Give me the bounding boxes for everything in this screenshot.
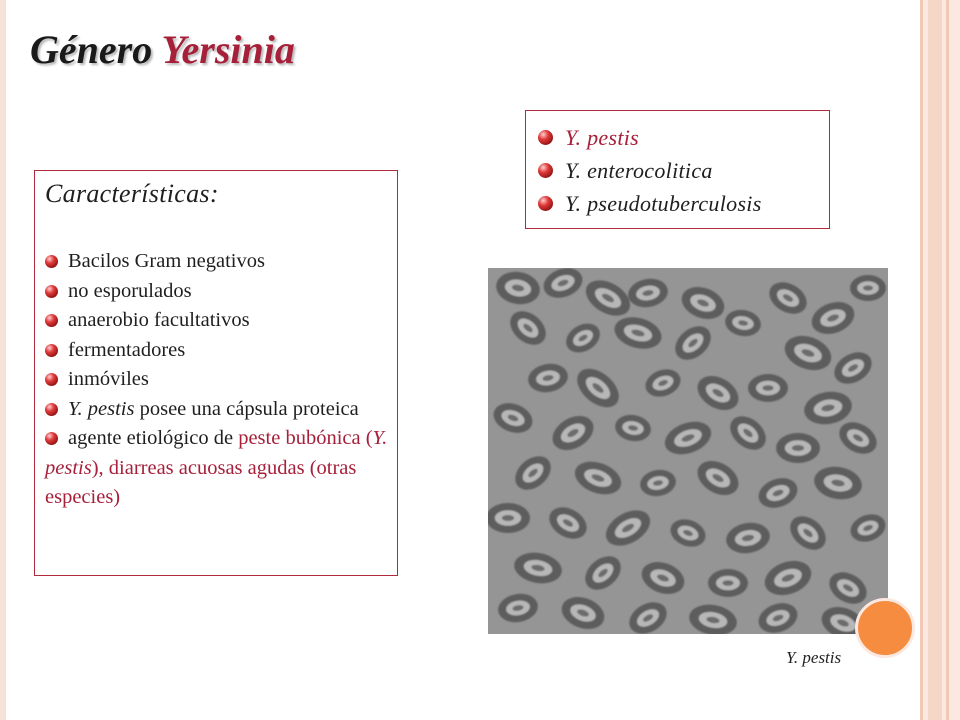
species-label: Y. enterocolitica: [565, 157, 713, 183]
characteristic-item: [45, 395, 389, 425]
characteristic-item: [45, 365, 389, 395]
micrograph-image: [488, 268, 888, 634]
species-label: Y. pestis: [565, 124, 640, 150]
bacterium-stain: [863, 285, 873, 290]
characteristics-box: [34, 170, 398, 576]
bacterium-stain: [792, 445, 804, 451]
species-list-box: [525, 110, 830, 229]
bacterium-stain: [722, 580, 733, 586]
characteristic-item: [45, 247, 389, 277]
slide-title: [30, 26, 295, 73]
characteristic-text: no esporulados: [68, 279, 192, 302]
bullet-icon: [45, 373, 58, 386]
characteristic-text: fermentadores: [68, 338, 186, 361]
bullet-icon: [45, 314, 58, 327]
characteristic-item: [45, 336, 389, 366]
characteristic-text: anaerobio facultativos: [68, 309, 250, 331]
characteristic-item: [45, 424, 389, 513]
highlight-text: peste bubónica (: [238, 427, 373, 449]
bullet-icon: [538, 163, 553, 178]
species-item: [538, 187, 829, 220]
characteristic-text: posee una cápsula proteica: [134, 397, 359, 420]
right-decorative-border: [920, 0, 960, 720]
species-item: [538, 154, 829, 187]
bullet-icon: [45, 285, 58, 298]
highlight-text: ), diarreas acuosas agudas (otras especies): [45, 456, 357, 508]
characteristic-text: Bacilos Gram negativos: [68, 250, 265, 272]
bullet-icon: [538, 196, 553, 211]
decorative-orange-circle: [855, 598, 915, 658]
bullet-icon: [45, 432, 58, 445]
characteristic-item: [45, 277, 389, 307]
characteristic-text: agente etiológico de: [68, 427, 239, 449]
bullet-icon: [538, 130, 553, 145]
title-word-genero: Género: [30, 27, 153, 72]
characteristics-heading: Características:: [45, 179, 219, 208]
bullet-icon: [45, 255, 58, 268]
title-word-yersinia: Yersinia: [161, 27, 295, 72]
bullet-icon: [45, 403, 58, 416]
characteristic-text: inmóviles: [68, 368, 149, 390]
bacterium-stain: [762, 385, 773, 391]
bacterium-stain: [502, 515, 514, 521]
species-label: Y. pseudotuberculosis: [565, 190, 762, 216]
image-caption: Y. pestis: [786, 648, 842, 667]
characteristic-species-italic: Y. pestis: [68, 397, 135, 420]
micrograph-illustration: [488, 268, 888, 634]
characteristic-item: [45, 306, 389, 336]
left-decorative-border: [0, 0, 6, 720]
bullet-icon: [45, 344, 58, 357]
highlight-species-italic: Y. pestis: [45, 427, 388, 479]
species-item: [538, 121, 829, 154]
